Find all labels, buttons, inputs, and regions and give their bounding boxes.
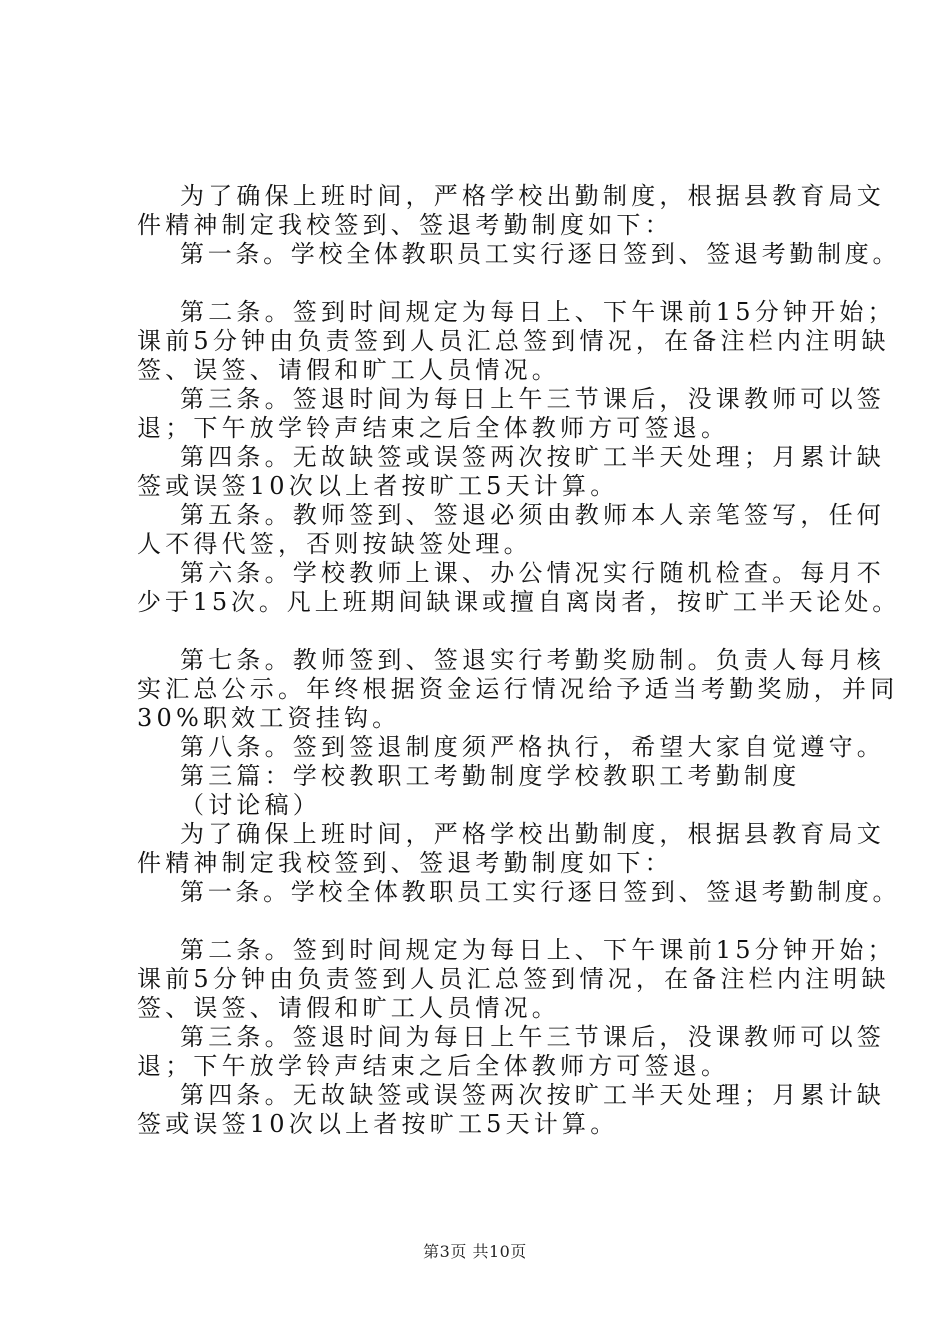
- text-line: 第二条。签到时间规定为每日上、下午课前15分钟开始；: [180, 298, 896, 326]
- text-line: 实汇总公示。年终根据资金运行情况给予适当考勤奖励，并同: [137, 675, 899, 703]
- text-line: 退；下午放学铃声结束之后全体教师方可签退。: [137, 1052, 730, 1080]
- text-line: 人不得代签，否则按缺签处理。: [137, 530, 532, 558]
- text-line: 签或误签10次以上者按旷工5天计算。: [137, 1110, 619, 1138]
- text-line: 第四条。无故缺签或误签两次按旷工半天处理；月累计缺: [180, 443, 885, 471]
- text-line: 课前5分钟由负责签到人员汇总签到情况，在备注栏内注明缺: [137, 327, 890, 355]
- text-line: 第一条。学校全体教职员工实行逐日签到、签退考勤制度。: [180, 878, 901, 906]
- text-line: 为了确保上班时间，严格学校出勤制度，根据县教育局文: [180, 182, 885, 210]
- text-line: 课前5分钟由负责签到人员汇总签到情况，在备注栏内注明缺: [137, 965, 890, 993]
- text-line: 签、误签、请假和旷工人员情况。: [137, 356, 560, 384]
- text-line: 签或误签10次以上者按旷工5天计算。: [137, 472, 619, 500]
- text-line: 第二条。签到时间规定为每日上、下午课前15分钟开始；: [180, 936, 896, 964]
- text-line: 少于15次。凡上班期间缺课或擅自离岗者，按旷工半天论处。: [137, 588, 901, 616]
- text-line: 件精神制定我校签到、签退考勤制度如下：: [137, 211, 673, 239]
- text-line: 件精神制定我校签到、签退考勤制度如下：: [137, 849, 673, 877]
- text-line: 第三篇：学校教职工考勤制度学校教职工考勤制度: [180, 762, 801, 790]
- text-line: 第三条。签退时间为每日上午三节课后，没课教师可以签: [180, 1023, 885, 1051]
- text-line: 第五条。教师签到、签退必须由教师本人亲笔签写，任何: [180, 501, 885, 529]
- text-line: 退；下午放学铃声结束之后全体教师方可签退。: [137, 414, 730, 442]
- text-line: 第八条。签到签退制度须严格执行，希望大家自觉遵守。: [180, 733, 885, 761]
- text-line: 第三条。签退时间为每日上午三节课后，没课教师可以签: [180, 385, 885, 413]
- text-line: 第一条。学校全体教职员工实行逐日签到、签退考勤制度。: [180, 240, 901, 268]
- page-footer: 第3页 共10页: [423, 1242, 527, 1261]
- text-line: 第四条。无故缺签或误签两次按旷工半天处理；月累计缺: [180, 1081, 885, 1109]
- text-line: 为了确保上班时间，严格学校出勤制度，根据县教育局文: [180, 820, 885, 848]
- text-line: 30%职效工资挂钩。: [137, 704, 401, 732]
- text-line: 第六条。学校教师上课、办公情况实行随机检查。每月不: [180, 559, 885, 587]
- text-line: （讨论稿）: [180, 791, 321, 819]
- text-line: 第七条。教师签到、签退实行考勤奖励制。负责人每月核: [180, 646, 885, 674]
- text-line: 签、误签、请假和旷工人员情况。: [137, 994, 560, 1022]
